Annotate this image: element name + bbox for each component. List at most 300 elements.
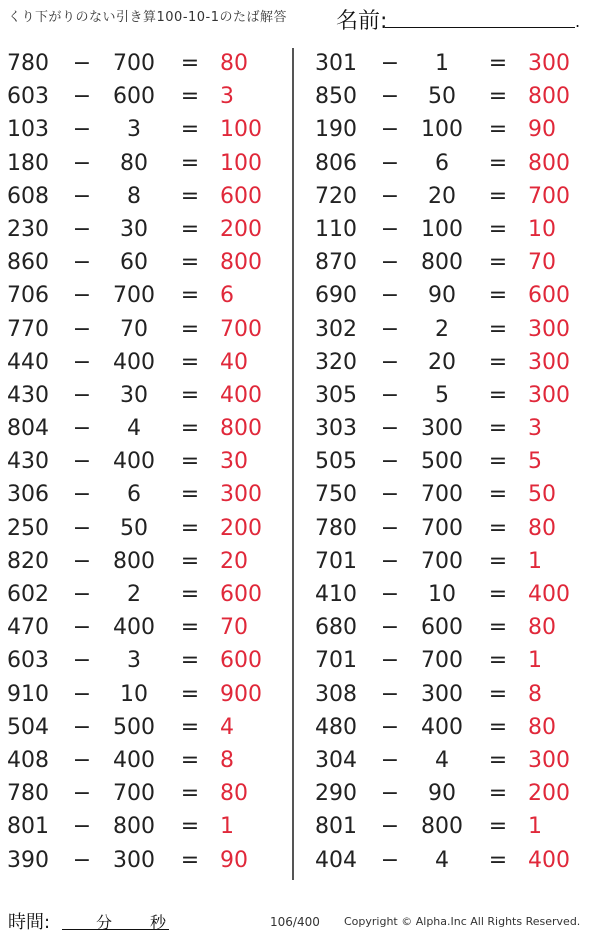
subtrahend: 700 (113, 283, 155, 309)
equals-sign: = (488, 283, 508, 309)
minuend: 250 (7, 515, 49, 541)
minus-sign: − (72, 482, 92, 508)
minus-sign: − (72, 117, 92, 143)
minuend: 103 (7, 117, 49, 143)
answer: 1 (528, 548, 542, 574)
problem-row (0, 446, 290, 479)
subtrahend: 6 (127, 482, 141, 508)
minus-sign: − (380, 250, 400, 276)
problem-row (0, 645, 290, 678)
minuend: 801 (7, 814, 49, 840)
left-problem-column (0, 48, 290, 878)
problem-row (0, 679, 290, 712)
equals-sign: = (180, 648, 200, 674)
problem-row (308, 513, 598, 546)
answer: 600 (220, 183, 262, 209)
subtrahend: 800 (421, 814, 463, 840)
minuend: 390 (7, 847, 49, 873)
subtrahend: 50 (120, 515, 148, 541)
problem-row (0, 579, 290, 612)
minus-sign: − (72, 847, 92, 873)
subtrahend: 700 (113, 51, 155, 76)
minus-sign: − (380, 150, 400, 176)
problem-row (308, 148, 598, 181)
answer: 90 (220, 847, 248, 873)
equals-sign: = (488, 548, 508, 574)
minus-sign: − (72, 515, 92, 541)
answer: 800 (528, 150, 570, 176)
minuend: 430 (7, 449, 49, 475)
answer: 80 (528, 714, 556, 740)
subtrahend: 800 (113, 548, 155, 574)
equals-sign: = (488, 847, 508, 873)
equals-sign: = (180, 150, 200, 176)
equals-sign: = (180, 615, 200, 641)
answer: 3 (528, 416, 542, 442)
equals-sign: = (488, 150, 508, 176)
answer: 300 (528, 316, 570, 342)
equals-sign: = (488, 615, 508, 641)
subtrahend: 300 (421, 416, 463, 442)
minuend: 404 (315, 847, 357, 873)
equals-sign: = (488, 183, 508, 209)
answer: 200 (220, 216, 262, 242)
minus-sign: − (380, 681, 400, 707)
problem-row (0, 546, 290, 579)
equals-sign: = (180, 681, 200, 707)
answer: 800 (528, 84, 570, 110)
equals-sign: = (488, 51, 508, 76)
answer: 300 (528, 51, 570, 76)
minuend: 504 (7, 714, 49, 740)
equals-sign: = (180, 416, 200, 442)
problem-row (308, 845, 598, 878)
equals-sign: = (180, 316, 200, 342)
minuend: 701 (315, 548, 357, 574)
subtrahend: 1 (435, 51, 449, 76)
answer: 600 (528, 283, 570, 309)
minuend: 302 (315, 316, 357, 342)
equals-sign: = (180, 482, 200, 508)
minuend: 690 (315, 283, 357, 309)
minus-sign: − (380, 548, 400, 574)
minuend: 603 (7, 84, 49, 110)
minuend: 230 (7, 216, 49, 242)
right-problem-column (308, 48, 598, 878)
minus-sign: − (72, 814, 92, 840)
seconds-label: 秒 (150, 913, 167, 932)
answer: 70 (528, 250, 556, 276)
minuend: 301 (315, 51, 357, 76)
page-number: 106/400 (270, 915, 320, 929)
equals-sign: = (180, 449, 200, 475)
equals-sign: = (180, 582, 200, 607)
minus-sign: − (72, 548, 92, 574)
minutes-label: 分 (96, 913, 113, 932)
answer: 400 (220, 382, 262, 408)
answer: 8 (220, 747, 234, 773)
minuend: 480 (315, 714, 357, 740)
equals-sign: = (488, 582, 508, 607)
problem-row (308, 479, 598, 512)
minus-sign: − (380, 183, 400, 209)
subtrahend: 3 (127, 648, 141, 674)
answer: 300 (528, 747, 570, 773)
minuend: 303 (315, 416, 357, 442)
subtrahend: 300 (421, 681, 463, 707)
name-end-dot: . (575, 12, 581, 31)
minuend: 750 (315, 482, 357, 508)
answer: 8 (528, 681, 542, 707)
answer: 700 (220, 316, 262, 342)
minuend: 701 (315, 648, 357, 674)
problem-row (308, 181, 598, 214)
minus-sign: − (380, 84, 400, 110)
answer: 40 (220, 349, 248, 375)
worksheet-title: くり下がりのない引き算100-10-1のたば解答 (8, 10, 288, 25)
minus-sign: − (72, 150, 92, 176)
minus-sign: − (72, 449, 92, 475)
answer: 400 (528, 847, 570, 873)
minuend: 804 (7, 416, 49, 442)
minus-sign: − (72, 615, 92, 641)
equals-sign: = (180, 51, 200, 76)
subtrahend: 2 (435, 316, 449, 342)
minuend: 440 (7, 349, 49, 375)
minus-sign: − (380, 781, 400, 807)
problem-row (308, 546, 598, 579)
subtrahend: 90 (428, 283, 456, 309)
equals-sign: = (180, 847, 200, 873)
minuend: 720 (315, 183, 357, 209)
problem-row (0, 280, 290, 313)
equals-sign: = (180, 382, 200, 408)
minuend: 180 (7, 150, 49, 176)
minuend: 505 (315, 449, 357, 475)
minuend: 770 (7, 316, 49, 342)
subtrahend: 300 (113, 847, 155, 873)
answer: 50 (528, 482, 556, 508)
equals-sign: = (488, 648, 508, 674)
answer: 200 (528, 781, 570, 807)
minus-sign: − (72, 781, 92, 807)
subtrahend: 70 (120, 316, 148, 342)
answer: 100 (220, 150, 262, 176)
answer: 80 (528, 515, 556, 541)
minus-sign: − (380, 449, 400, 475)
minus-sign: − (72, 349, 92, 375)
subtrahend: 4 (435, 747, 449, 773)
answer: 600 (220, 582, 262, 607)
equals-sign: = (180, 250, 200, 276)
answer: 300 (528, 382, 570, 408)
subtrahend: 4 (435, 847, 449, 873)
answer: 10 (528, 216, 556, 242)
minus-sign: − (72, 283, 92, 309)
subtrahend: 400 (113, 349, 155, 375)
subtrahend: 30 (120, 382, 148, 408)
equals-sign: = (180, 747, 200, 773)
subtrahend: 50 (428, 84, 456, 110)
minuend: 306 (7, 482, 49, 508)
minus-sign: − (380, 814, 400, 840)
equals-sign: = (180, 781, 200, 807)
answer: 4 (220, 714, 234, 740)
minus-sign: − (380, 349, 400, 375)
minus-sign: − (380, 648, 400, 674)
answer: 5 (528, 449, 542, 475)
minus-sign: − (72, 51, 92, 76)
subtrahend: 8 (127, 183, 141, 209)
problem-row (0, 314, 290, 347)
minuend: 910 (7, 681, 49, 707)
equals-sign: = (180, 216, 200, 242)
equals-sign: = (488, 416, 508, 442)
minuend: 308 (315, 681, 357, 707)
problem-row (0, 114, 290, 147)
answer: 80 (220, 51, 248, 76)
minus-sign: − (380, 416, 400, 442)
minuend: 780 (7, 51, 49, 76)
minus-sign: − (380, 283, 400, 309)
minuend: 706 (7, 283, 49, 309)
problem-row (308, 81, 598, 114)
problem-row (308, 380, 598, 413)
problem-row (0, 81, 290, 114)
problem-row (0, 247, 290, 280)
minus-sign: − (380, 117, 400, 143)
minuend: 305 (315, 382, 357, 408)
problem-row (0, 778, 290, 811)
name-label: 名前: (336, 9, 388, 34)
problem-row (308, 214, 598, 247)
answer: 80 (220, 781, 248, 807)
minuend: 190 (315, 117, 357, 143)
subtrahend: 600 (113, 84, 155, 110)
subtrahend: 700 (421, 548, 463, 574)
subtrahend: 30 (120, 216, 148, 242)
minus-sign: − (380, 51, 400, 76)
equals-sign: = (488, 84, 508, 110)
minuend: 110 (315, 216, 357, 242)
minus-sign: − (72, 216, 92, 242)
problem-row (308, 48, 598, 81)
problem-row (308, 413, 598, 446)
answer: 100 (220, 117, 262, 143)
minuend: 780 (7, 781, 49, 807)
subtrahend: 6 (435, 150, 449, 176)
equals-sign: = (488, 814, 508, 840)
answer: 900 (220, 681, 262, 707)
answer: 70 (220, 615, 248, 641)
answer: 20 (220, 548, 248, 574)
minuend: 870 (315, 250, 357, 276)
problem-row (0, 612, 290, 645)
problem-row (0, 148, 290, 181)
minus-sign: − (380, 515, 400, 541)
minuend: 470 (7, 615, 49, 641)
answer: 90 (528, 117, 556, 143)
subtrahend: 500 (113, 714, 155, 740)
minus-sign: − (72, 582, 92, 607)
problem-row (0, 214, 290, 247)
equals-sign: = (488, 349, 508, 375)
problem-row (0, 48, 290, 81)
minus-sign: − (72, 183, 92, 209)
minus-sign: − (72, 416, 92, 442)
subtrahend: 600 (421, 615, 463, 641)
subtrahend: 2 (127, 582, 141, 607)
minus-sign: − (380, 316, 400, 342)
minuend: 603 (7, 648, 49, 674)
equals-sign: = (488, 216, 508, 242)
equals-sign: = (488, 316, 508, 342)
equals-sign: = (180, 714, 200, 740)
subtrahend: 700 (113, 781, 155, 807)
answer: 300 (220, 482, 262, 508)
subtrahend: 700 (421, 515, 463, 541)
time-label: 時間: (8, 912, 51, 933)
answer: 3 (220, 84, 234, 110)
subtrahend: 700 (421, 648, 463, 674)
equals-sign: = (488, 714, 508, 740)
subtrahend: 80 (120, 150, 148, 176)
subtrahend: 10 (428, 582, 456, 607)
subtrahend: 400 (113, 747, 155, 773)
answer: 300 (528, 349, 570, 375)
subtrahend: 20 (428, 183, 456, 209)
column-divider (292, 48, 294, 880)
problem-row (308, 712, 598, 745)
equals-sign: = (488, 449, 508, 475)
equals-sign: = (180, 548, 200, 574)
minus-sign: − (380, 714, 400, 740)
problem-row (308, 745, 598, 778)
problem-row (308, 314, 598, 347)
equals-sign: = (180, 183, 200, 209)
problem-row (308, 280, 598, 313)
answer: 1 (220, 814, 234, 840)
equals-sign: = (488, 781, 508, 807)
problem-row (308, 579, 598, 612)
problem-row (308, 114, 598, 147)
subtrahend: 500 (421, 449, 463, 475)
equals-sign: = (180, 117, 200, 143)
minuend: 680 (315, 615, 357, 641)
problem-row (308, 778, 598, 811)
problem-row (308, 679, 598, 712)
answer: 1 (528, 648, 542, 674)
answer: 6 (220, 283, 234, 309)
subtrahend: 10 (120, 681, 148, 707)
problem-row (308, 612, 598, 645)
minus-sign: − (72, 714, 92, 740)
minus-sign: − (72, 316, 92, 342)
minus-sign: − (72, 84, 92, 110)
equals-sign: = (488, 382, 508, 408)
answer: 800 (220, 416, 262, 442)
equals-sign: = (488, 250, 508, 276)
answer: 400 (528, 582, 570, 607)
minus-sign: − (380, 747, 400, 773)
subtrahend: 100 (421, 216, 463, 242)
subtrahend: 3 (127, 117, 141, 143)
equals-sign: = (488, 515, 508, 541)
problem-row (0, 513, 290, 546)
problem-row (0, 745, 290, 778)
minus-sign: − (72, 747, 92, 773)
answer: 200 (220, 515, 262, 541)
minuend: 820 (7, 548, 49, 574)
answer: 1 (528, 814, 542, 840)
minus-sign: − (72, 382, 92, 408)
minuend: 430 (7, 382, 49, 408)
minus-sign: − (380, 615, 400, 641)
minus-sign: − (380, 582, 400, 607)
problem-row (0, 712, 290, 745)
equals-sign: = (180, 84, 200, 110)
minus-sign: − (72, 250, 92, 276)
subtrahend: 700 (421, 482, 463, 508)
problem-row (0, 413, 290, 446)
problem-row (0, 845, 290, 878)
subtrahend: 400 (421, 714, 463, 740)
problem-row (0, 811, 290, 844)
minus-sign: − (380, 482, 400, 508)
subtrahend: 800 (421, 250, 463, 276)
problem-row (0, 479, 290, 512)
minuend: 304 (315, 747, 357, 773)
problem-row (0, 380, 290, 413)
equals-sign: = (180, 515, 200, 541)
problem-row (308, 347, 598, 380)
problem-row (308, 645, 598, 678)
subtrahend: 5 (435, 382, 449, 408)
subtrahend: 800 (113, 814, 155, 840)
problem-row (308, 446, 598, 479)
subtrahend: 4 (127, 416, 141, 442)
equals-sign: = (488, 747, 508, 773)
problem-row (308, 247, 598, 280)
subtrahend: 100 (421, 117, 463, 143)
subtrahend: 20 (428, 349, 456, 375)
minuend: 780 (315, 515, 357, 541)
minuend: 410 (315, 582, 357, 607)
minuend: 860 (7, 250, 49, 276)
answer: 30 (220, 449, 248, 475)
minus-sign: − (380, 382, 400, 408)
copyright-notice: Copyright © Alpha.Inc All Rights Reserved. (344, 915, 581, 928)
equals-sign: = (180, 349, 200, 375)
subtrahend: 400 (113, 615, 155, 641)
problem-row (308, 811, 598, 844)
problem-row (0, 347, 290, 380)
name-underline (385, 27, 575, 28)
answer: 800 (220, 250, 262, 276)
answer: 600 (220, 648, 262, 674)
minus-sign: − (380, 216, 400, 242)
equals-sign: = (180, 283, 200, 309)
answer: 700 (528, 183, 570, 209)
minuend: 290 (315, 781, 357, 807)
subtrahend: 90 (428, 781, 456, 807)
minuend: 608 (7, 183, 49, 209)
equals-sign: = (488, 117, 508, 143)
minuend: 408 (7, 747, 49, 773)
equals-sign: = (488, 681, 508, 707)
minus-sign: − (72, 648, 92, 674)
minuend: 320 (315, 349, 357, 375)
